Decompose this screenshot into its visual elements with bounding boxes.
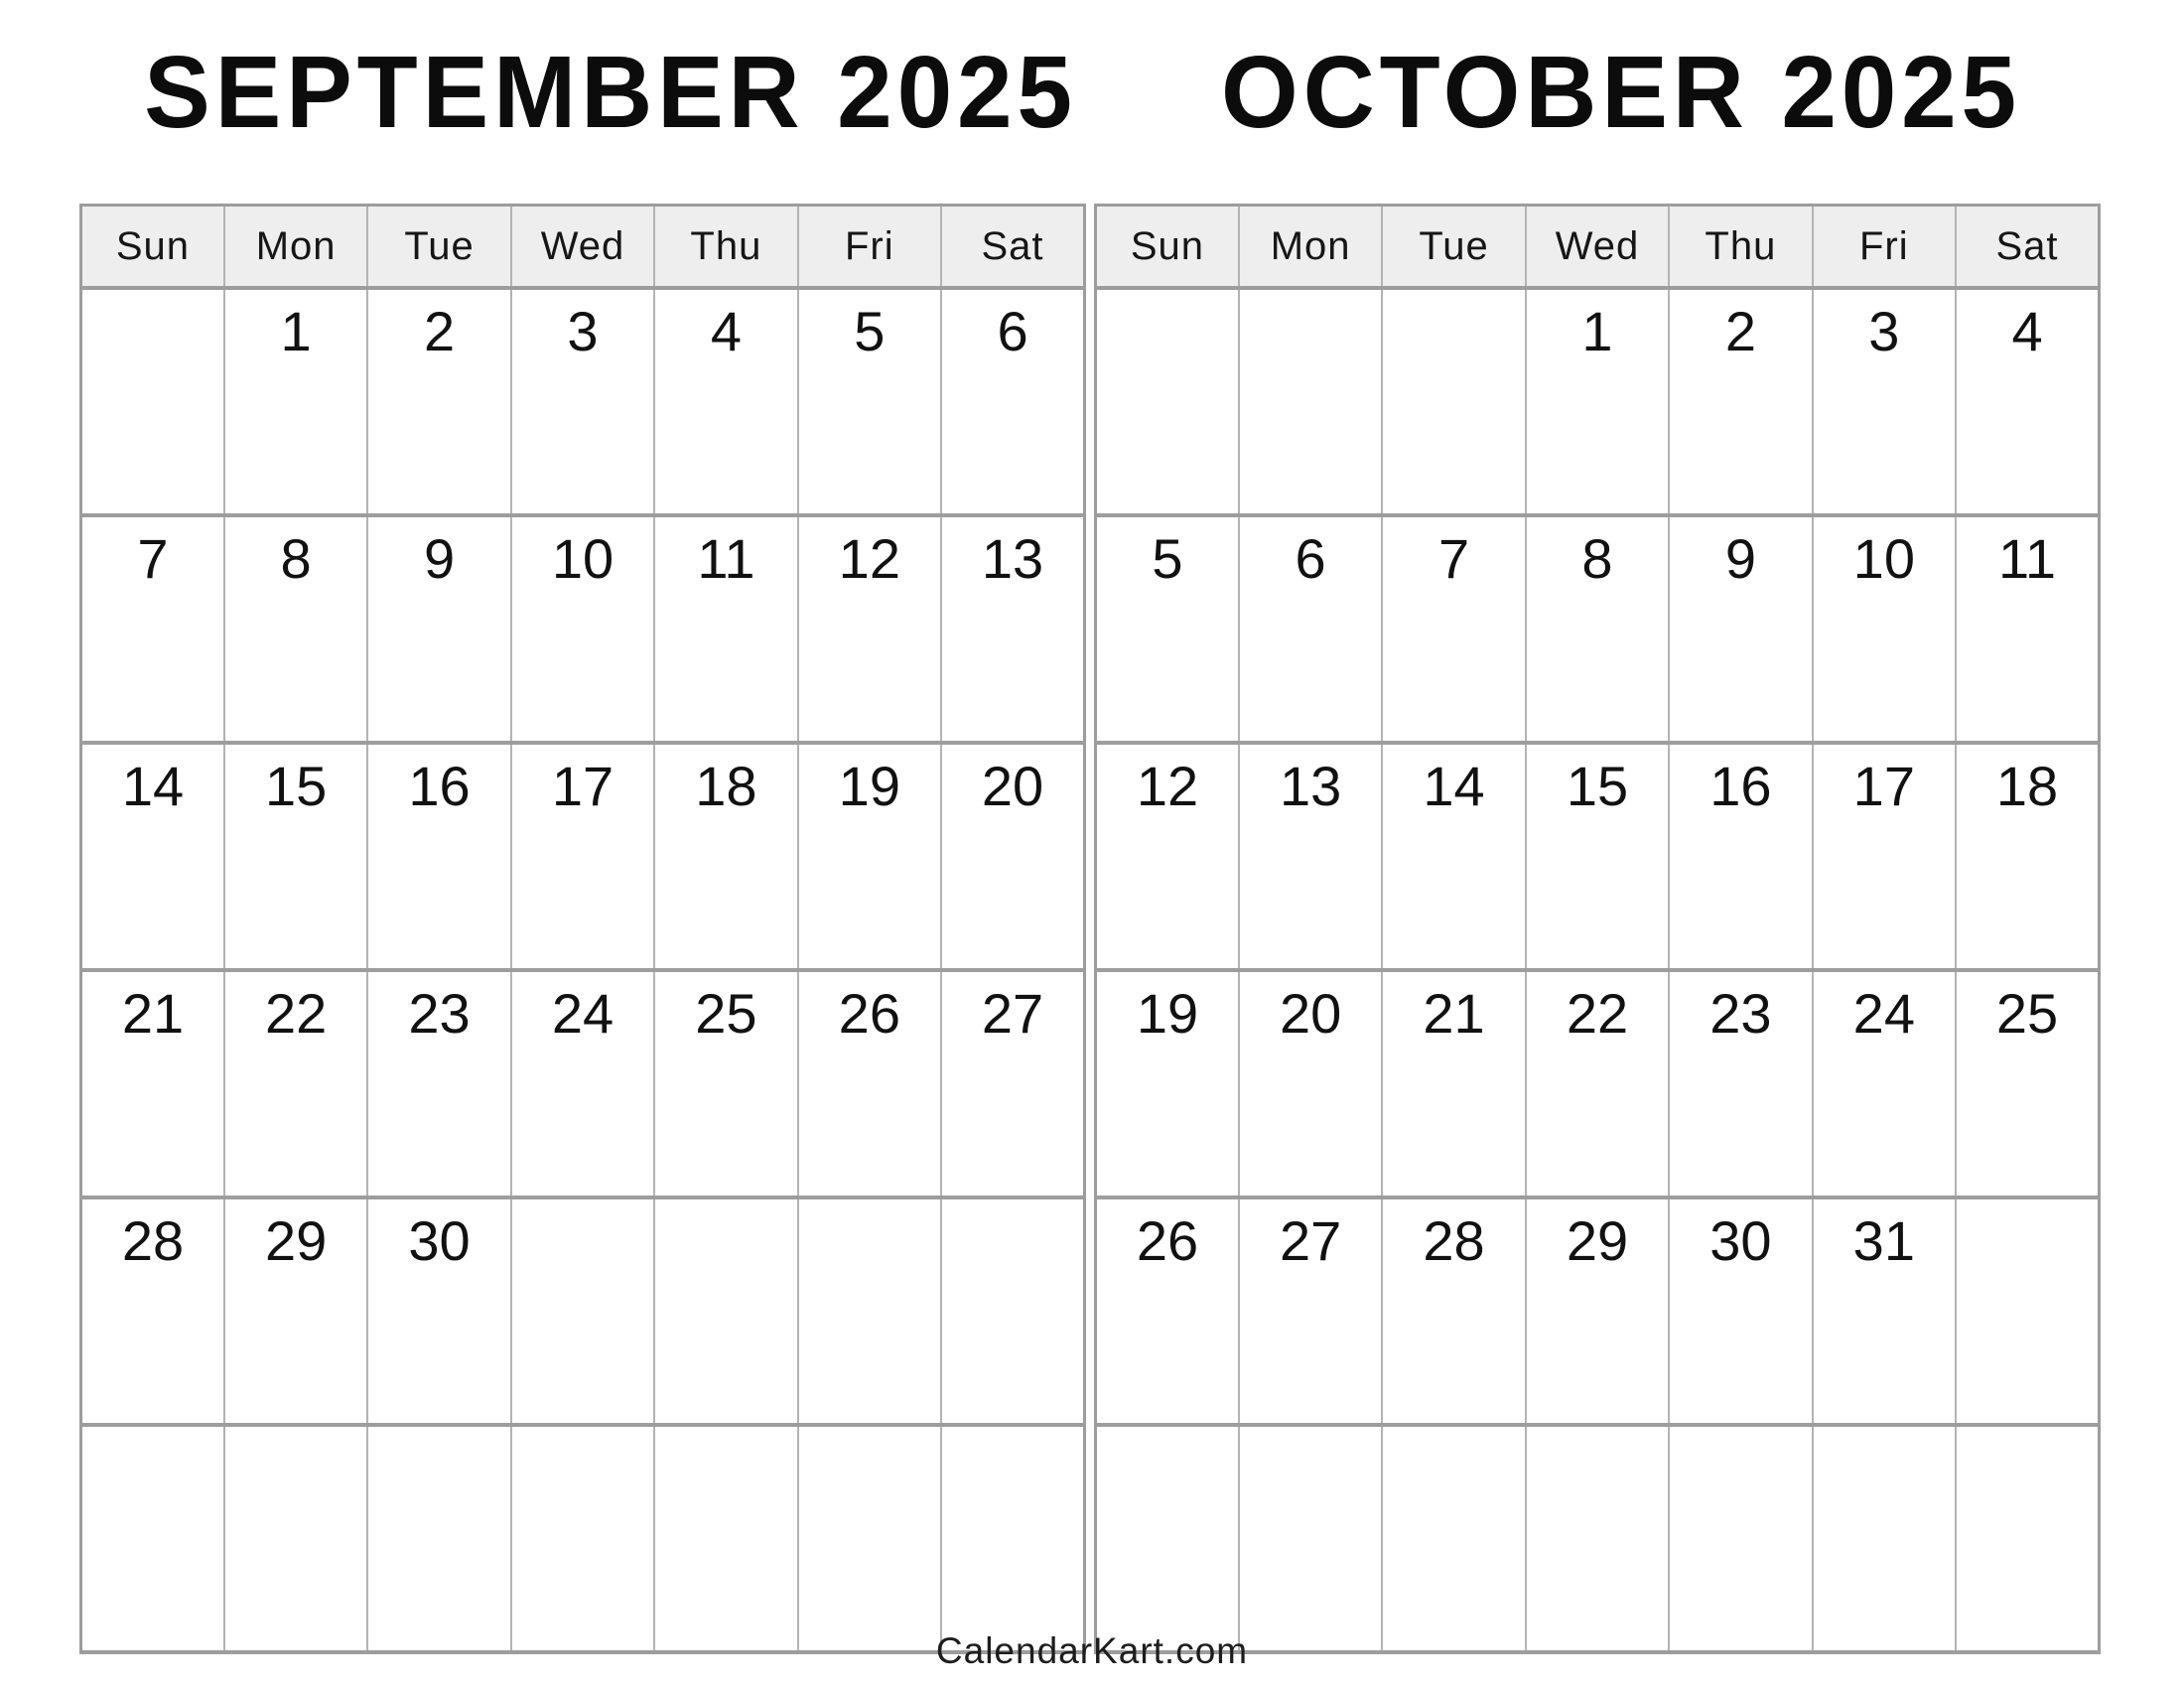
september-day-20: 20 (941, 743, 1084, 970)
september-empty-cell (224, 1425, 367, 1652)
september-week-row-2 (81, 515, 1085, 743)
september-empty-cell (941, 1197, 1084, 1425)
september-empty-cell (798, 1197, 941, 1425)
october-day-header-wed: Wed (1526, 206, 1669, 289)
october-day-header-thu: Thu (1669, 206, 1812, 289)
october-week-row-1 (1096, 288, 2100, 515)
september-day-28: 28 (81, 1197, 224, 1425)
october-empty-cell (1813, 1425, 1956, 1652)
october-title: OCTOBER 2025 (1221, 35, 2021, 149)
calendar-table-october (1094, 204, 2101, 1654)
october-day-3: 3 (1813, 288, 1956, 515)
october-day-1: 1 (1526, 288, 1669, 515)
october-week-row-6 (1096, 1425, 2100, 1652)
october-day-24: 24 (1813, 970, 1956, 1197)
october-day-26: 26 (1096, 1197, 1239, 1425)
calendar-table-september (79, 204, 1086, 1654)
september-day-14: 14 (81, 743, 224, 970)
september-day-15: 15 (224, 743, 367, 970)
october-day-11: 11 (1956, 515, 2099, 743)
october-week-row-3 (1096, 743, 2100, 970)
october-day-10: 10 (1813, 515, 1956, 743)
september-empty-cell (654, 1197, 797, 1425)
october-empty-cell (1239, 1425, 1382, 1652)
september-empty-cell (798, 1425, 941, 1652)
september-day-2: 2 (367, 288, 510, 515)
october-empty-cell (1096, 288, 1239, 515)
october-day-22: 22 (1526, 970, 1669, 1197)
september-title: SEPTEMBER 2025 (144, 35, 1077, 149)
september-day-6: 6 (941, 288, 1084, 515)
october-day-15: 15 (1526, 743, 1669, 970)
september-empty-cell (511, 1197, 654, 1425)
october-day-header-mon: Mon (1239, 206, 1382, 289)
october-day-27: 27 (1239, 1197, 1382, 1425)
september-empty-cell (81, 1425, 224, 1652)
september-day-12: 12 (798, 515, 941, 743)
september-day-16: 16 (367, 743, 510, 970)
september-day-7: 7 (81, 515, 224, 743)
october-empty-cell (1956, 1197, 2099, 1425)
september-day-10: 10 (511, 515, 654, 743)
september-day-8: 8 (224, 515, 367, 743)
september-day-header-fri: Fri (798, 206, 941, 289)
september-day-21: 21 (81, 970, 224, 1197)
october-day-header-fri: Fri (1813, 206, 1956, 289)
october-day-17: 17 (1813, 743, 1956, 970)
october-day-28: 28 (1382, 1197, 1525, 1425)
september-day-24: 24 (511, 970, 654, 1197)
october-day-4: 4 (1956, 288, 2099, 515)
september-day-19: 19 (798, 743, 941, 970)
october-week-row-5 (1096, 1197, 2100, 1425)
september-day-header-sun: Sun (81, 206, 224, 289)
september-day-30: 30 (367, 1197, 510, 1425)
september-day-25: 25 (654, 970, 797, 1197)
september-week-row-3 (81, 743, 1085, 970)
september-day-header-wed: Wed (511, 206, 654, 289)
september-day-13: 13 (941, 515, 1084, 743)
october-day-23: 23 (1669, 970, 1812, 1197)
october-day-16: 16 (1669, 743, 1812, 970)
september-day-header-sat: Sat (941, 206, 1084, 289)
september-day-18: 18 (654, 743, 797, 970)
september-day-29: 29 (224, 1197, 367, 1425)
september-day-header-row (81, 206, 1085, 289)
october-empty-cell (1239, 288, 1382, 515)
october-empty-cell (1669, 1425, 1812, 1652)
october-empty-cell (1526, 1425, 1669, 1652)
october-empty-cell (1382, 288, 1525, 515)
october-day-12: 12 (1096, 743, 1239, 970)
october-day-5: 5 (1096, 515, 1239, 743)
september-empty-cell (654, 1425, 797, 1652)
september-week-row-1 (81, 288, 1085, 515)
october-day-14: 14 (1382, 743, 1525, 970)
october-day-9: 9 (1669, 515, 1812, 743)
september-day-header-tue: Tue (367, 206, 510, 289)
october-day-19: 19 (1096, 970, 1239, 1197)
october-empty-cell (1956, 1425, 2099, 1652)
september-day-1: 1 (224, 288, 367, 515)
september-day-22: 22 (224, 970, 367, 1197)
october-day-header-tue: Tue (1382, 206, 1525, 289)
september-week-row-5 (81, 1197, 1085, 1425)
october-day-7: 7 (1382, 515, 1525, 743)
september-day-3: 3 (511, 288, 654, 515)
october-day-30: 30 (1669, 1197, 1812, 1425)
september-day-23: 23 (367, 970, 510, 1197)
september-day-27: 27 (941, 970, 1084, 1197)
october-day-31: 31 (1813, 1197, 1956, 1425)
october-day-29: 29 (1526, 1197, 1669, 1425)
october-day-header-sun: Sun (1096, 206, 1239, 289)
october-day-25: 25 (1956, 970, 2099, 1197)
october-day-20: 20 (1239, 970, 1382, 1197)
october-day-2: 2 (1669, 288, 1812, 515)
september-day-4: 4 (654, 288, 797, 515)
september-week-row-4 (81, 970, 1085, 1197)
september-empty-cell (941, 1425, 1084, 1652)
september-day-26: 26 (798, 970, 941, 1197)
october-day-8: 8 (1526, 515, 1669, 743)
october-day-18: 18 (1956, 743, 2099, 970)
october-week-row-2 (1096, 515, 2100, 743)
september-empty-cell (367, 1425, 510, 1652)
september-day-11: 11 (654, 515, 797, 743)
september-day-9: 9 (367, 515, 510, 743)
october-day-21: 21 (1382, 970, 1525, 1197)
september-week-row-6 (81, 1425, 1085, 1652)
calendar-grids (79, 204, 2101, 1654)
september-empty-cell (81, 288, 224, 515)
september-day-header-mon: Mon (224, 206, 367, 289)
october-empty-cell (1096, 1425, 1239, 1652)
site-credit-text: CalendarKart.com (935, 1630, 1249, 1671)
september-day-5: 5 (798, 288, 941, 515)
september-day-17: 17 (511, 743, 654, 970)
october-empty-cell (1382, 1425, 1525, 1652)
titles-row (79, 35, 2101, 149)
october-day-6: 6 (1239, 515, 1382, 743)
september-day-header-thu: Thu (654, 206, 797, 289)
october-day-header-sat: Sat (1956, 206, 2099, 289)
october-day-header-row (1096, 206, 2100, 289)
september-empty-cell (511, 1425, 654, 1652)
october-day-13: 13 (1239, 743, 1382, 970)
october-week-row-4 (1096, 970, 2100, 1197)
